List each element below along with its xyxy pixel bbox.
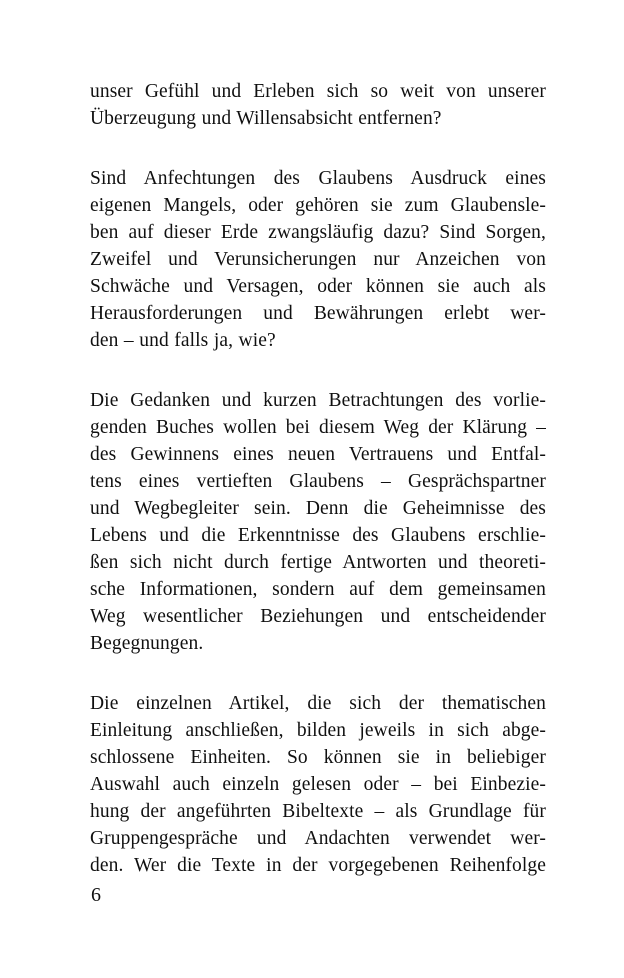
text-line: den – und falls ja, wie?: [90, 330, 276, 351]
text-line: Überzeugung und Willensabsicht entfernen?: [90, 108, 442, 129]
text-line: ben auf dieser Erde zwangsläufig dazu? Sind Sorgen,: [90, 222, 546, 243]
text-line: genden Buches wollen bei diesem Weg der Klärung –: [90, 417, 546, 438]
text-line: Schwäche und Versagen, oder können sie auch als: [90, 276, 546, 297]
text-line: eigenen Mangels, oder gehören sie zum Glaubensle-: [90, 195, 546, 216]
text-line: Begegnungen.: [90, 633, 204, 654]
text-line: Auswahl auch einzeln gelesen oder – bei Einbezie-: [90, 774, 546, 795]
text-line: schlossene Einheiten. So können sie in beliebiger: [90, 747, 546, 768]
text-line: Sind Anfechtungen des Glaubens Ausdruck eines: [90, 168, 546, 189]
text-line: des Gewinnens eines neuen Vertrauens und Entfal-: [90, 444, 546, 465]
paragraph: [90, 690, 546, 879]
text-line: sche Informationen, sondern auf dem gemeinsamen: [90, 579, 546, 600]
text-line: ßen sich nicht durch fertige Antworten und theoreti-: [90, 552, 546, 573]
paragraph: [90, 78, 546, 132]
text-line: hung der angeführten Bibeltexte – als Grundlage für: [90, 801, 546, 822]
text-line: Zweifel und Verunsicherungen nur Anzeichen von: [90, 249, 546, 270]
text-line: Gruppengespräche und Andachten verwendet wer-: [90, 828, 546, 849]
text-line: Einleitung anschließen, bilden jeweils in sich abge-: [90, 720, 546, 741]
text-line: Weg wesentlicher Beziehungen und entscheidender: [90, 606, 546, 627]
paragraph: [90, 387, 546, 657]
text-line: und Wegbegleiter sein. Denn die Geheimnisse des: [90, 498, 546, 519]
text-line: Herausforderungen und Bewährungen erlebt wer-: [90, 303, 546, 324]
text-block: [90, 78, 546, 879]
page-number: 6: [91, 884, 101, 906]
text-line: Die einzelnen Artikel, die sich der thematischen: [90, 693, 546, 714]
text-line: Lebens und die Erkenntnisse des Glaubens erschlie-: [90, 525, 546, 546]
text-line: Die Gedanken und kurzen Betrachtungen des vorlie-: [90, 390, 546, 411]
text-line: den. Wer die Texte in der vorgegebenen Reihenfolge: [90, 855, 546, 876]
paragraph: [90, 165, 546, 354]
text-line: tens eines vertieften Glaubens – Gesprächspartner: [90, 471, 546, 492]
text-line: unser Gefühl und Erleben sich so weit von unserer: [90, 81, 546, 102]
